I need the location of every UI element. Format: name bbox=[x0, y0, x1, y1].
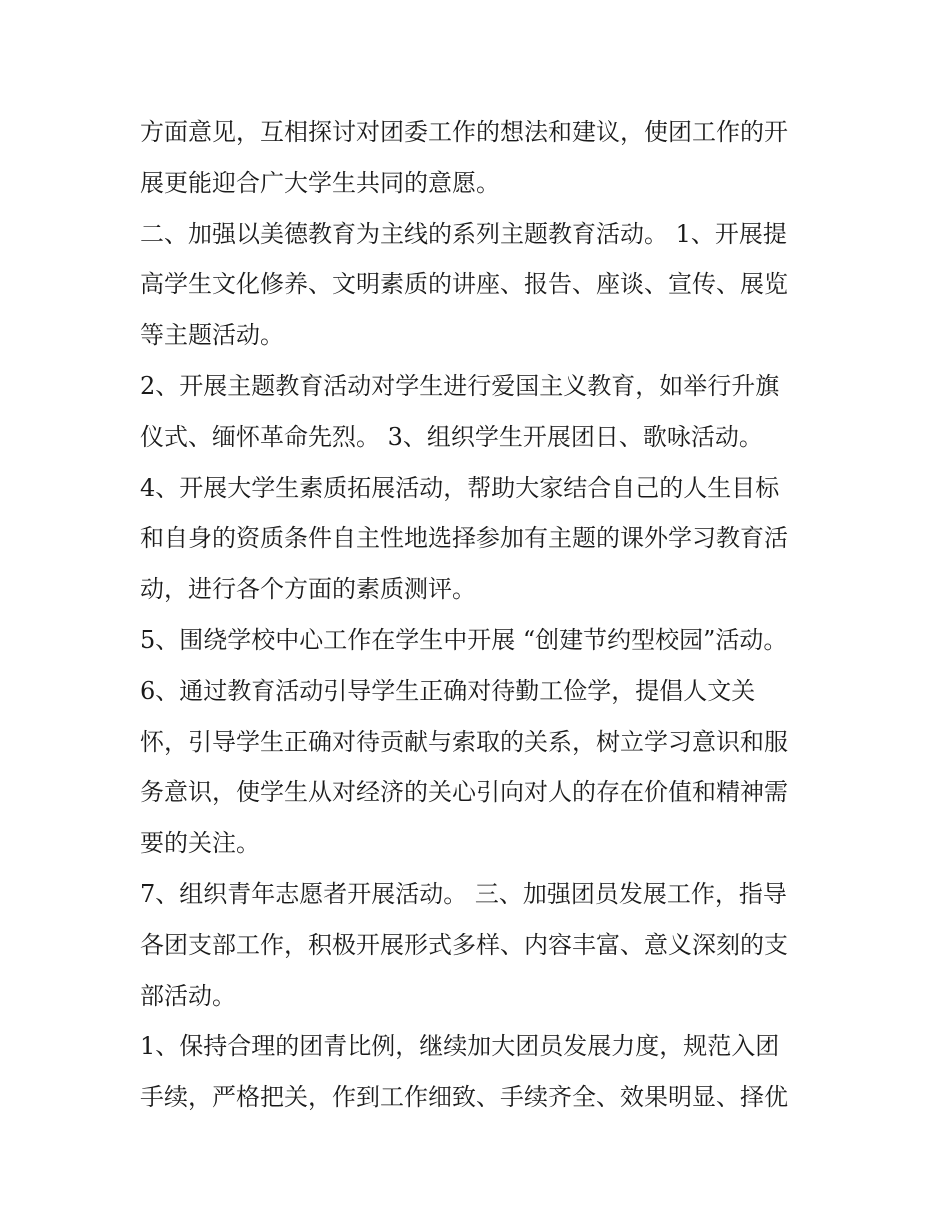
text-line: 部活动。 bbox=[140, 981, 236, 1010]
text-line: 二、加强以美德教育为主线的系列主题教育活动。 1、开展提 bbox=[140, 219, 787, 248]
text-line: 展更能迎合广大学生共同的意愿。 bbox=[140, 168, 500, 197]
text-line: 方面意见，互相探讨对团委工作的想法和建议，使团工作的开 bbox=[140, 118, 788, 146]
text-line: 1、保持合理的团青比例，继续加大团员发展力度，规范入团 bbox=[140, 1032, 780, 1061]
text-line: 动，进行各个方面的素质测评。 bbox=[140, 575, 476, 604]
text-line: 仪式、缅怀革命先烈。 3、组织学生开展团日、歌咏活动。 bbox=[140, 422, 763, 451]
text-line: 5、围绕学校中心工作在学生中开展 “创建节约型校园”活动。 bbox=[140, 625, 788, 654]
text-line: 各团支部工作，积极开展形式多样、内容丰富、意义深刻的支 bbox=[140, 930, 788, 959]
text-line: 高学生文化修养、文明素质的讲座、报告、座谈、宣传、展览 bbox=[140, 270, 788, 299]
text-line: 怀，引导学生正确对待贡献与索取的关系，树立学习意识和服 bbox=[140, 727, 788, 756]
text-line: 要的关注。 bbox=[140, 829, 260, 858]
text-line: 务意识，使学生从对经济的关心引向对人的存在价值和精神需 bbox=[140, 778, 788, 807]
body-text bbox=[140, 107, 830, 1123]
text-line: 6、通过教育活动引导学生正确对待勤工俭学，提倡人文关 bbox=[140, 676, 756, 705]
text-line: 手续，严格把关，作到工作细致、手续齐全、效果明显、择优 bbox=[140, 1083, 788, 1112]
text-line: 和自身的资质条件自主性地选择参加有主题的课外学习教育活 bbox=[140, 524, 788, 553]
text-line: 等主题活动。 bbox=[140, 321, 284, 350]
text-line: 4、开展大学生素质拓展活动，帮助大家结合自己的人生目标 bbox=[140, 473, 780, 502]
text-line: 7、组织青年志愿者开展活动。 三、加强团员发展工作，指导 bbox=[140, 879, 787, 908]
text-line: 2、开展主题教育活动对学生进行爱国主义教育，如举行升旗 bbox=[140, 371, 780, 400]
